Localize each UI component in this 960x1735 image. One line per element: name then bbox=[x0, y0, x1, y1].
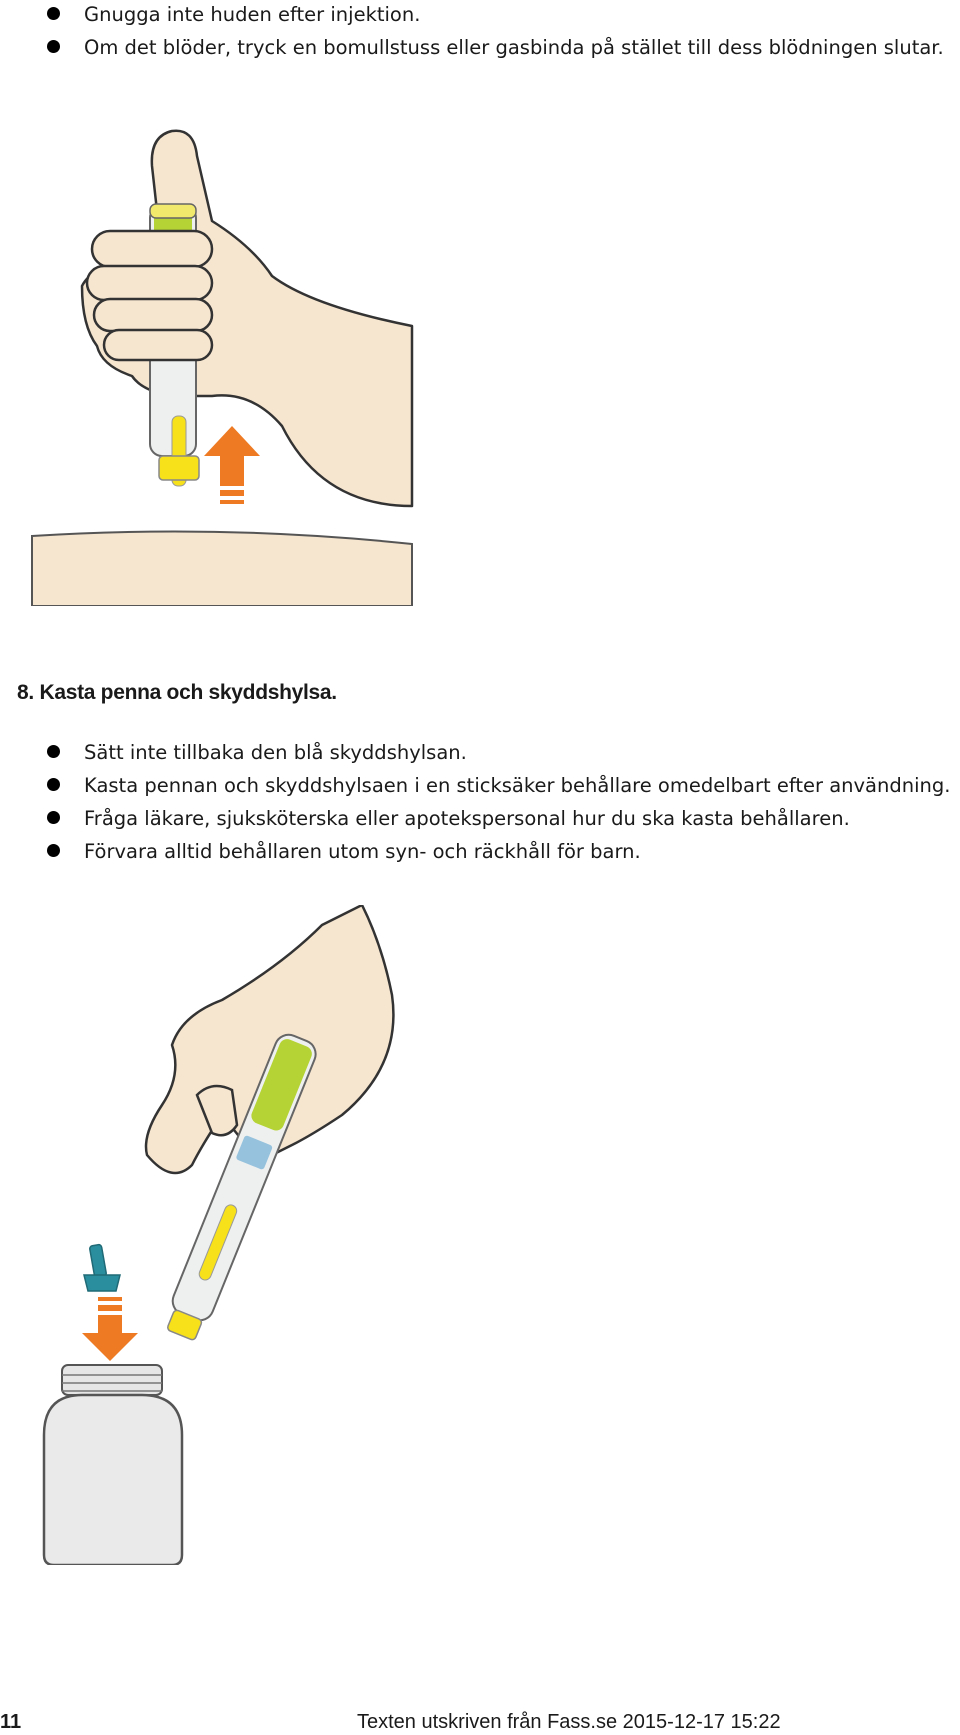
bullet-icon bbox=[47, 778, 60, 791]
bullet-icon bbox=[47, 811, 60, 824]
illustration-pen-lift bbox=[22, 126, 414, 606]
page-number: 11 bbox=[0, 1711, 22, 1733]
arrow-up-icon bbox=[204, 426, 260, 504]
cap-icon bbox=[84, 1244, 120, 1291]
arrow-down-icon bbox=[82, 1297, 138, 1361]
list-item: Gnugga inte huden efter injektion. bbox=[0, 0, 944, 31]
skin-surface bbox=[32, 532, 412, 607]
bullet-icon bbox=[47, 7, 60, 20]
bullet-icon bbox=[47, 844, 60, 857]
list-item: Förvara alltid behållaren utom syn- och räckhåll för barn. bbox=[0, 835, 950, 868]
bullet-list-after-injection bbox=[0, 0, 944, 64]
bullet-list-step-8 bbox=[0, 736, 950, 868]
sharps-container-icon bbox=[44, 1365, 182, 1565]
list-item: Kasta pennan och skyddshylsaen i en sticksäker behållare omedelbart efter användning. bbox=[0, 769, 950, 802]
footer-printed-note: Texten utskriven från Fass.se 2015-12-17 15:22 bbox=[357, 1711, 781, 1733]
illustration-pen-disposal bbox=[22, 905, 414, 1565]
step-8-heading: 8. Kasta penna och skyddshylsa. bbox=[17, 681, 337, 704]
bullet-icon bbox=[47, 40, 60, 53]
list-item: Om det blöder, tryck en bomullstuss eller gasbinda på stället till dess blödningen slutar. bbox=[0, 31, 944, 64]
bullet-icon bbox=[47, 745, 60, 758]
list-item: Fråga läkare, sjuksköterska eller apotekspersonal hur du ska kasta behållaren. bbox=[0, 802, 950, 835]
list-item: Sätt inte tillbaka den blå skyddshylsan. bbox=[0, 736, 950, 769]
